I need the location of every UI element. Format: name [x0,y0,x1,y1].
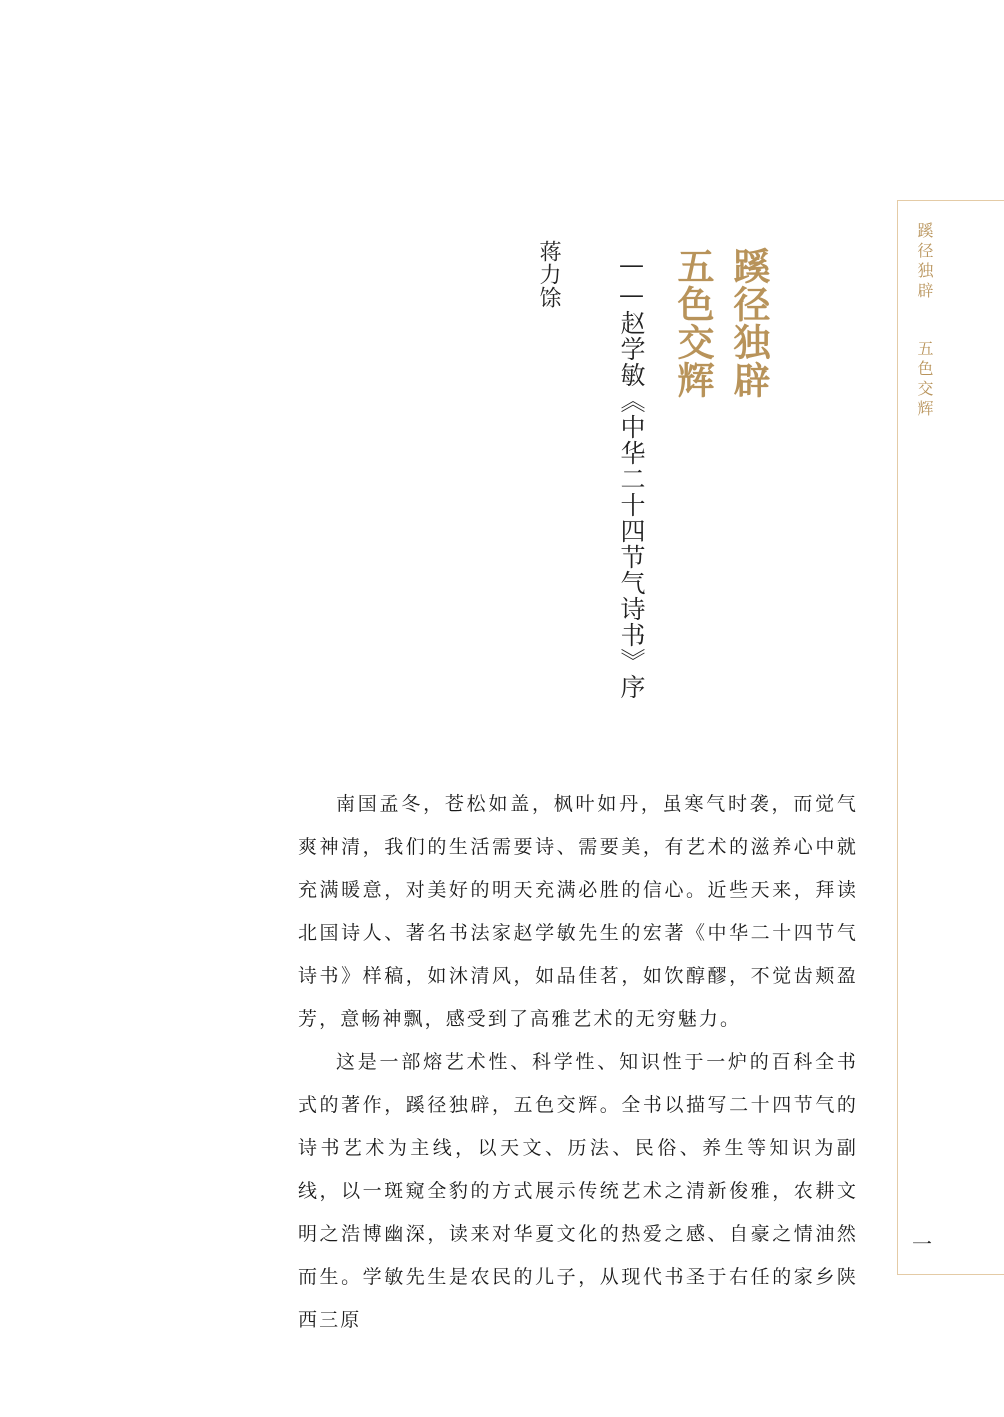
body-text [298,783,858,1342]
side-tab-frame [897,200,1004,1275]
page-number: 一 [912,1232,932,1256]
author-name: 蒋力馀 [536,240,561,309]
title-line-2: 五色交辉 [671,247,715,399]
side-tab-text-2: 五色交辉 [915,340,934,420]
side-tab-text-1: 蹊径独辟 [915,222,934,302]
subtitle: ——赵学敏《中华二十四节气诗书》序 [617,250,646,700]
paragraph-2: 这是一部熔艺术性、科学性、知识性于一炉的百科全书式的著作，蹊径独辟，五色交辉。全书以描写二十四节气的诗书艺术为主线，以天文、历法、民俗、养生等知识为副线，以一斑窥全豹的方式展示传统艺术之清新俊雅，农耕文明之浩博幽深，读来对华夏文化的热爱之感、自豪之情油然而生。学敏先生是农民的儿子，从现代书圣于右任的家乡陕西三原 [298,1051,858,1331]
paragraph-1: 南国孟冬，苍松如盖，枫叶如丹，虽寒气时袭，而觉气爽神清，我们的生活需要诗、需要美，有艺术的滋养心中就充满暖意，对美好的明天充满必胜的信心。近些天来，拜读北国诗人、著名书法家赵学敏先生的宏著《中华二十四节气诗书》样稿，如沐清风，如品佳茗，如饮醇醪，不觉齿颊盈芳，意畅神飘，感受到了高雅艺术的无穷魅力。 [298,793,858,1030]
title-line-1: 蹊径独辟 [727,247,771,399]
